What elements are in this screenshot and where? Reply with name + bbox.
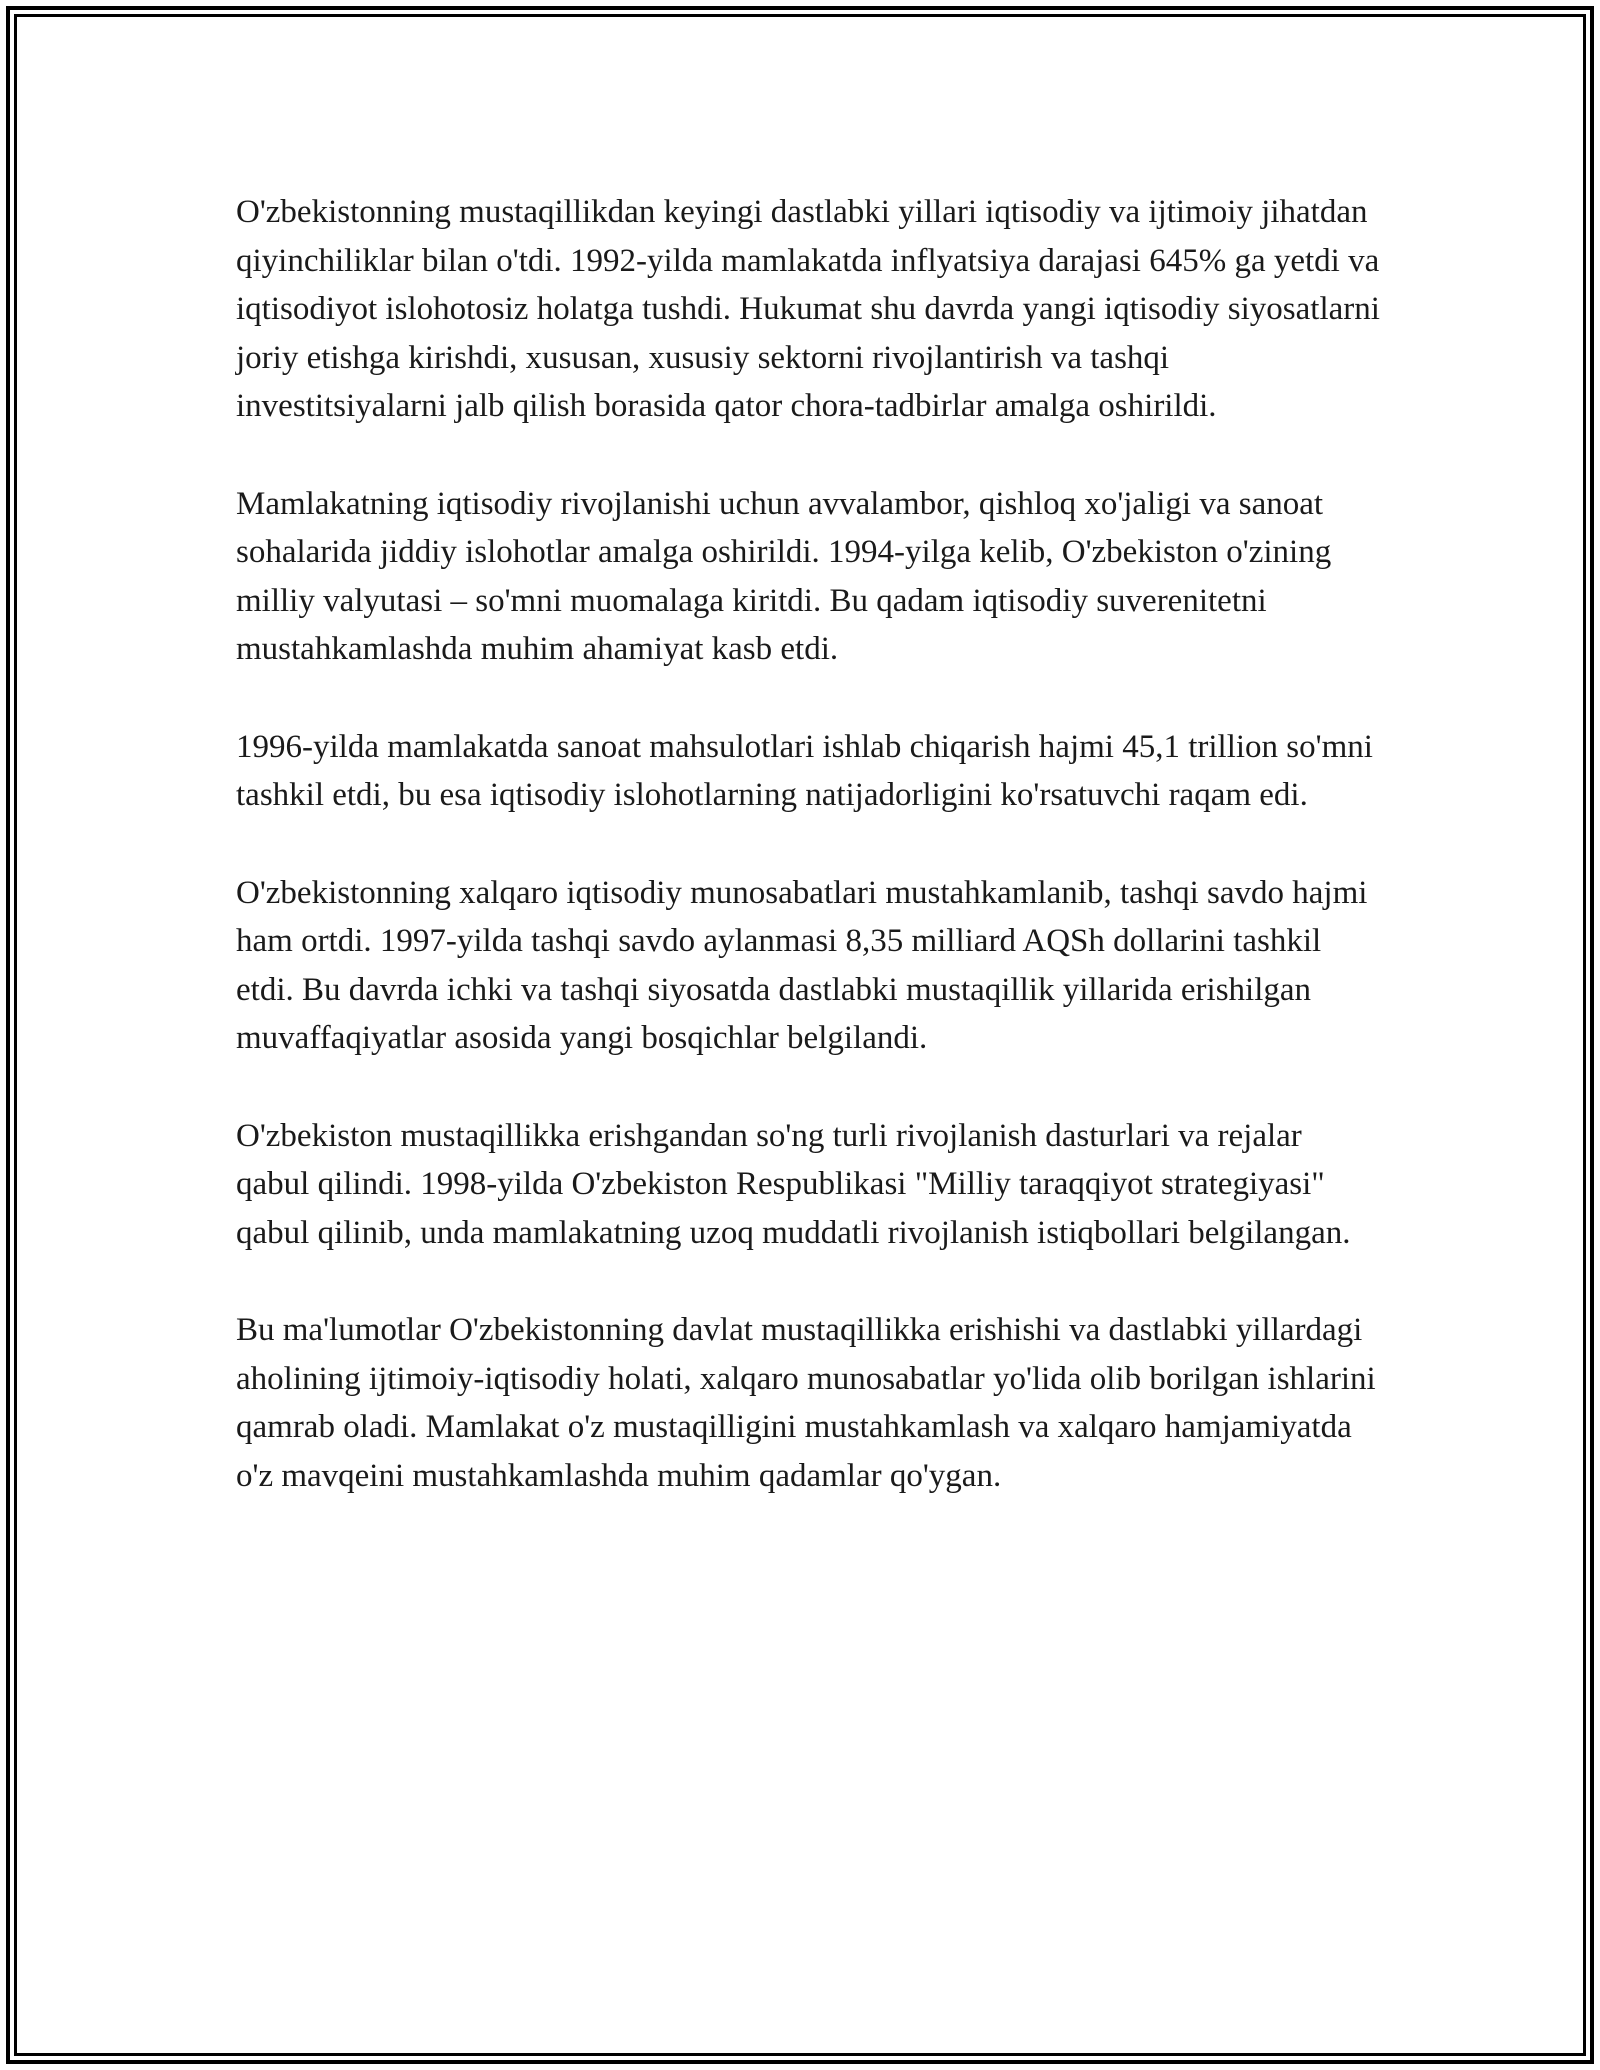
paragraph-5: O'zbekiston mustaqillikka erishgandan so'ng turli rivojlanish dasturlari va rejalar qabul qilindi. 1998-yilda O'zbekiston Respublikasi "Milliy taraqqiyot strategiyasi" qabul qilinib, unda mamlakatning uzoq muddatli rivojlanish istiqbollari belgilangan. <box>236 1117 1351 1251</box>
paragraph-6: Bu ma'lumotlar O'zbekistonning davlat mustaqillikka erishishi va dastlabki yillardagi aholining ijtimoiy-iqtisodiy holati, xalqaro munosabatlar yo'lida olib borilgan ishlarini qamrab oladi. Mamlakat o'z mustaqilligini mustahkamlash va xalqaro hamjamiyatda o'z mavqeini mustahkamlashda muhim qadamlar qo'ygan. <box>236 1312 1376 1494</box>
paragraph-1: O'zbekistonning mustaqillikdan keyingi dastlabki yillari iqtisodiy va ijtimoiy jihatdan qiyinchiliklar bilan o'tdi. 1992-yilda mamlakatda inflyatsiya darajasi 645% ga yetdi va iqtisodiyot islohotosiz holatga tushdi. Hukumat shu davrda yangi iqtisodiy siyosatlarni joriy etishga kirishdi, xususan, xususiy sektorni rivojlantirish va tashqi investitsiyalarni jalb qilish borasida qator chora-tadbirlar amalga oshirildi. <box>236 194 1380 424</box>
paragraph-2: Mamlakatning iqtisodiy rivojlanishi uchun avvalambor, qishloq xo'jaligi va sanoat sohalarida jiddiy islohotlar amalga oshirildi. 1994-yilga kelib, O'zbekiston o'zining milliy valyutasi – so'mni muomalaga kiritdi. Bu qadam iqtisodiy suverenitetni mustahkamlashda muhim ahamiyat kasb etdi. <box>236 485 1332 667</box>
document-body <box>236 188 1381 1549</box>
paragraph-4: O'zbekistonning xalqaro iqtisodiy munosabatlari mustahkamlanib, tashqi savdo hajmi ham ortdi. 1997-yilda tashqi savdo aylanmasi 8,35 milliard AQSh dollarini tashkil etdi. Bu davrda ichki va tashqi siyosatda dastlabki mustaqillik yillarida erishilgan muvaffaqiyatlar asosida yangi bosqichlar belgilandi. <box>236 874 1368 1056</box>
paragraph-3: 1996-yilda mamlakatda sanoat mahsulotlari ishlab chiqarish hajmi 45,1 trillion so'mni tashkil etdi, bu esa iqtisodiy islohotlarning natijadorligini ko'rsatuvchi raqam edi. <box>236 728 1373 813</box>
